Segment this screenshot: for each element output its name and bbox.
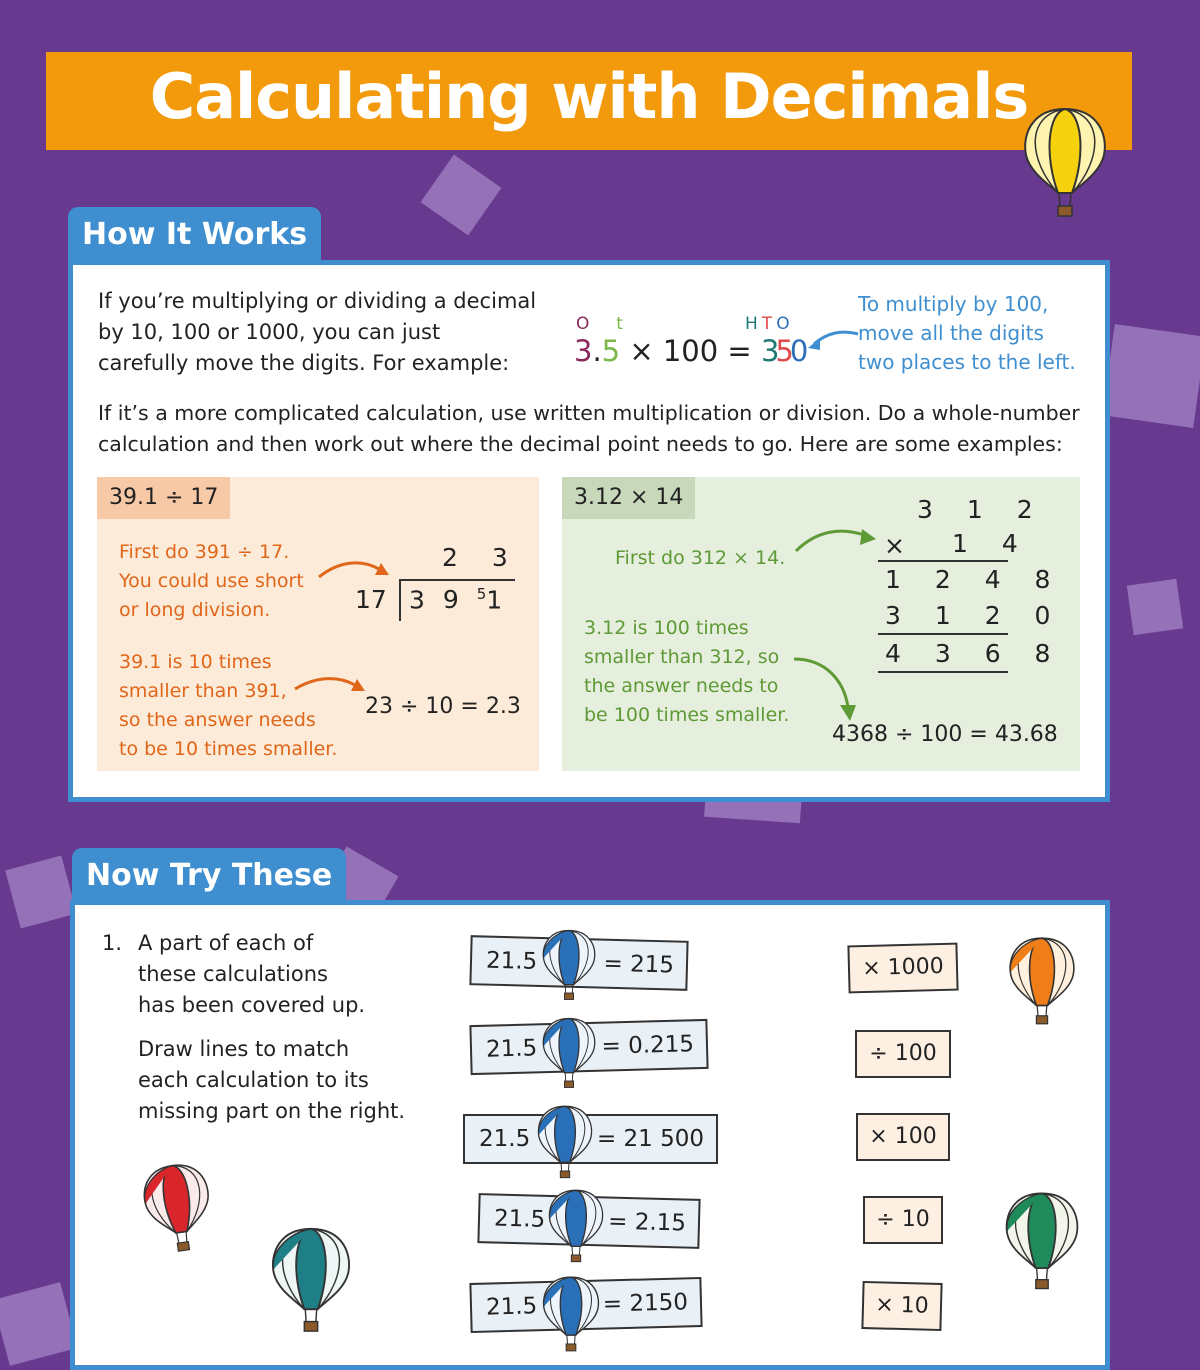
decorative-square [1127,579,1183,635]
multiplicand-row: 3 1 2 [917,495,1046,524]
intro-text: If you’re multiplying or dividing a decimal by 10, 100 or 1000, you can just carefully move the digits. For example: [98,289,537,375]
multiplication-result: 4368 ÷ 100 = 43.68 [832,722,1058,747]
answer-card[interactable]: ÷ 10 [863,1196,943,1244]
partial-product-row-1: 1 2 4 8 [885,565,1064,594]
place-labels-left: O t [576,314,625,334]
digit-shift-example: 3.5 × 100 = 350 [574,334,809,368]
multiplication-example-tag: 3.12 × 14 [562,477,695,519]
calculation-card[interactable]: 21.5 = 2.15 [477,1193,700,1249]
blue-balloon-icon [535,1102,595,1182]
calculation-card[interactable]: 21.5 = 0.215 [469,1019,708,1075]
decorative-square [0,1282,78,1366]
division-result: 23 ÷ 10 = 2.3 [365,694,521,719]
multiplier-row: 1 4 [952,529,1031,558]
tab-how-it-works: How It Works [68,207,321,263]
divider-line [878,560,1008,562]
page-title: Calculating with Decimals [149,60,1029,133]
answer-card[interactable]: × 10 [861,1281,942,1331]
blue-balloon-icon [540,1272,602,1356]
multiplication-step-1: First do 312 × 14. [615,547,786,569]
division-quotient: 2 3 [442,543,521,572]
division-divisor: 17 [355,585,387,614]
orange-arrow-icon [317,555,393,585]
green-balloon-icon [1002,1188,1082,1294]
multiplication-example-box [562,477,1080,771]
question-instruction: Draw lines to match each calculation to its missing part on the right. [138,1037,406,1123]
blue-balloon-icon [540,1014,598,1092]
tab-now-try-these: Now Try These [72,848,346,904]
blue-balloon-icon [540,926,598,1004]
answer-card[interactable]: ÷ 100 [855,1030,951,1078]
answer-card[interactable]: × 1000 [847,943,958,994]
red-balloon-icon [136,1155,221,1260]
question-text: A part of each of these calculations has been covered up. [138,931,366,1017]
title-banner [46,52,1132,150]
division-step-2: 39.1 is 10 times smaller than 391, so the answer needs to be 10 times smaller. [119,651,338,760]
divider-line [878,633,1008,635]
tip-arrow-icon [806,326,861,352]
multiplication-step-2: 3.12 is 100 times smaller than 312, so the answer needs to be 100 times smaller. [584,617,790,726]
answer-card[interactable]: × 100 [856,1113,950,1161]
green-arrow-icon [792,651,862,723]
calculation-card[interactable]: 21.5 = 2150 [469,1277,702,1333]
division-example-tag: 39.1 ÷ 17 [97,477,230,519]
place-labels-right: HTO [745,314,794,334]
orange-balloon-icon [1006,934,1078,1028]
blue-balloon-icon [546,1186,606,1266]
partial-product-row-2: 3 1 2 0 [885,601,1064,630]
question-number: 1. [102,931,123,955]
decorative-square [421,155,502,236]
tip-text: To multiply by 100, move all the digits two places to the left. [858,292,1076,374]
division-dividend: 3 9 $^5$1 [409,585,503,615]
division-step-1: First do 391 ÷ 17. You could use short or long division. [119,541,304,621]
times-sign: × [884,531,918,560]
decorative-square [1102,324,1200,428]
calculation-card[interactable]: 21.5 = 215 [469,935,688,991]
orange-arrow-icon [293,673,369,699]
yellow-balloon-icon [1020,105,1110,220]
complex-calculation-text: If it’s a more complicated calculation, use written multiplication or division. Do a whole-number calculation and then work out where the decimal point needs to go. Here are some examples: [98,401,1080,456]
product-row: 4 3 6 8 [885,639,1064,668]
green-arrow-icon [794,525,880,555]
division-example-box [97,477,539,771]
divider-line [878,671,1008,673]
calculation-card[interactable]: 21.5 = 21 500 [463,1114,718,1164]
teal-balloon-icon [268,1224,354,1336]
decorative-square [5,856,77,929]
